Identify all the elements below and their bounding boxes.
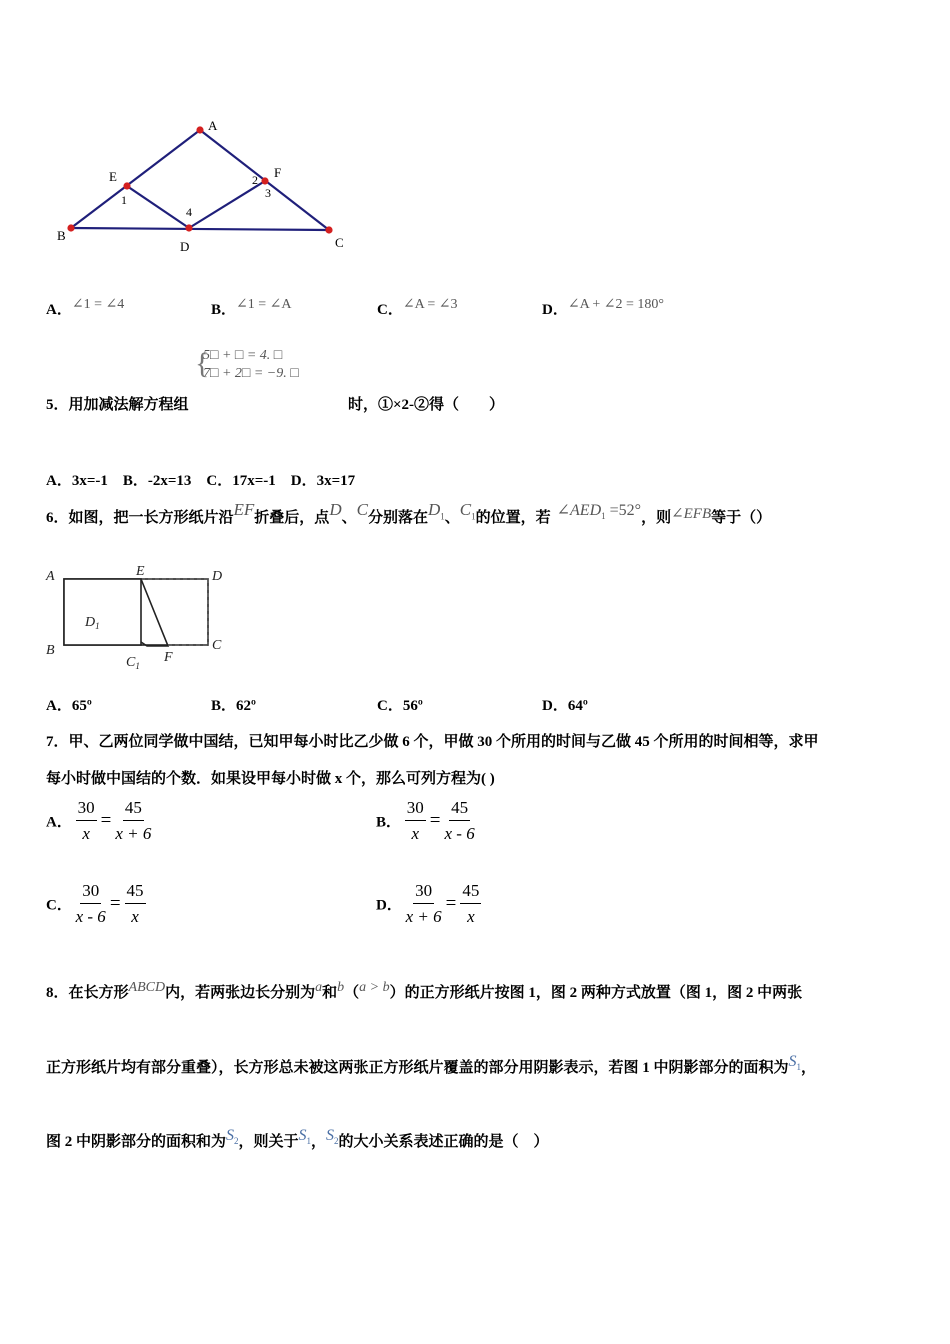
brace-icon: { xyxy=(195,347,210,380)
fraction: $\frac{45}{x + 6}$ xyxy=(115,798,152,843)
fig6-label-d: D xyxy=(212,569,223,584)
fig6-label-f: F xyxy=(164,650,173,665)
q6-option-c[interactable]: C．56º xyxy=(377,698,423,714)
label-f: F xyxy=(274,165,282,180)
line-bc xyxy=(71,228,329,230)
triangle-figure xyxy=(50,115,360,255)
q7-option-c[interactable]: C． $\frac{30}{x - 6}$ = $\frac{45}{x}$ xyxy=(46,881,144,926)
angle-3: 3 xyxy=(265,186,271,200)
point-a xyxy=(196,126,203,133)
angle-4: 4 xyxy=(186,205,192,219)
q6-option-d[interactable]: D．64º xyxy=(542,698,588,714)
q5-text-before: 5．用加减法解方程组 xyxy=(46,397,189,413)
label-e: E xyxy=(109,169,117,184)
point-e xyxy=(123,182,130,189)
folded-rectangle-figure xyxy=(40,560,240,675)
point-b xyxy=(67,224,74,231)
label-d: D xyxy=(180,239,190,254)
q6-option-a[interactable]: A．65º xyxy=(46,698,92,714)
math-ef: EF xyxy=(233,500,255,519)
fig6-label-c: C xyxy=(212,638,222,653)
q6-question: 6．如图，把一长方形纸片沿EF折叠后，点D、C分别落在$D_1$、$C_1$的位置，若 $\angle AED_1 =52^\circ$，则∠EFB等于（） xyxy=(46,500,772,526)
fraction: $\frac{45}{x}$ xyxy=(126,881,144,926)
q7-line-2: 每小时做中国结的个数．如果设甲每小时做 x 个，那么可列方程为( ) xyxy=(46,771,495,787)
fraction: $\frac{30}{x - 6}$ xyxy=(75,881,106,926)
q5-options[interactable]: A．3x=-1 B．-2x=13 C．17x=-1 D．3x=17 xyxy=(46,473,356,489)
q4-option-b[interactable]: B．∠1 = ∠A xyxy=(211,297,292,318)
fraction: $\frac{30}{x}$ xyxy=(77,798,95,843)
q7-line-1: 7．甲、乙两位同学做中国结，已知甲每小时比乙少做 6 个，甲做 30 个所用的时间与乙做 45 个所用的时间相等，求甲 xyxy=(46,734,819,750)
line-ab xyxy=(71,130,200,228)
point-f xyxy=(261,177,268,184)
q4-option-c-expr: ∠A = ∠3 xyxy=(402,297,458,312)
q4-option-a-expr: ∠1 = ∠4 xyxy=(71,297,125,312)
q7-option-b[interactable]: B． $\frac{30}{x}$ = $\frac{45}{x - 6}$ xyxy=(376,798,475,843)
q7-option-d[interactable]: D． $\frac{30}{x + 6}$ = $\frac{45}{x}$ xyxy=(376,881,480,926)
math-angle-efb: ∠EFB xyxy=(671,506,712,522)
label-a: A xyxy=(208,118,218,133)
q4-option-b-expr: ∠1 = ∠A xyxy=(236,297,292,312)
q4-option-c[interactable]: C．∠A = ∠3 xyxy=(377,297,458,318)
fig6-label-e: E xyxy=(136,564,145,579)
math-angle-aed1: $\angle AED_1 =52^\circ$ xyxy=(556,502,642,522)
q4-option-a[interactable]: A．∠1 = ∠4 xyxy=(46,297,125,318)
fraction: $\frac{30}{x + 6}$ xyxy=(405,881,442,926)
q4-option-d-expr: ∠A + ∠2 = 180° xyxy=(567,297,665,312)
fig6-label-d1: $D_1$ xyxy=(85,615,100,631)
point-c xyxy=(325,226,332,233)
rect-left xyxy=(64,579,141,645)
point-d xyxy=(185,224,192,231)
q7-option-a[interactable]: A． $\frac{30}{x}$ = $\frac{45}{x + 6}$ xyxy=(46,798,152,843)
q6-option-b[interactable]: B．62º xyxy=(211,698,256,714)
line-ed xyxy=(127,186,189,228)
q8-line-2: 正方形纸片均有部分重叠），长方形总未被这两张正方形纸片覆盖的部分用阴影表示，若图 1 中阴影部分的面积为$S_1$， xyxy=(46,1053,817,1076)
q8-line-3: 图 2 中阴影部分的面积和为$S_2$，则关于$S_1$，$S_2$的大小关系表述正确的是（ ） xyxy=(46,1127,549,1150)
angle-2: 2 xyxy=(252,173,258,187)
fig6-label-c1: $C_1$ xyxy=(126,655,140,671)
label-c: C xyxy=(335,235,344,250)
fraction: $\frac{45}{x - 6}$ xyxy=(444,798,475,843)
angle-1: 1 xyxy=(121,193,127,207)
system-line-2: 7□ + 2□ = −9. □ xyxy=(203,366,299,381)
fig6-label-b: B xyxy=(46,643,55,658)
label-b: B xyxy=(57,228,66,243)
q8-line-1: 8．在长方形ABCD内，若两张边长分别为a和b（a > b）的正方形纸片按图 1，图 2 两种方式放置（图 1，图 2 中两张 xyxy=(46,980,803,1001)
fraction: $\frac{30}{x}$ xyxy=(406,798,424,843)
q4-option-d[interactable]: D．∠A + ∠2 = 180° xyxy=(542,297,665,318)
fig6-label-a: A xyxy=(46,569,55,584)
line-df xyxy=(189,181,265,228)
q5-text-after: 时，①×2-②得（ ） xyxy=(348,397,505,413)
equation-system xyxy=(195,347,299,383)
fraction: $\frac{45}{x}$ xyxy=(462,881,480,926)
system-line-1: 5□ + □ = 4. □ xyxy=(203,348,283,363)
